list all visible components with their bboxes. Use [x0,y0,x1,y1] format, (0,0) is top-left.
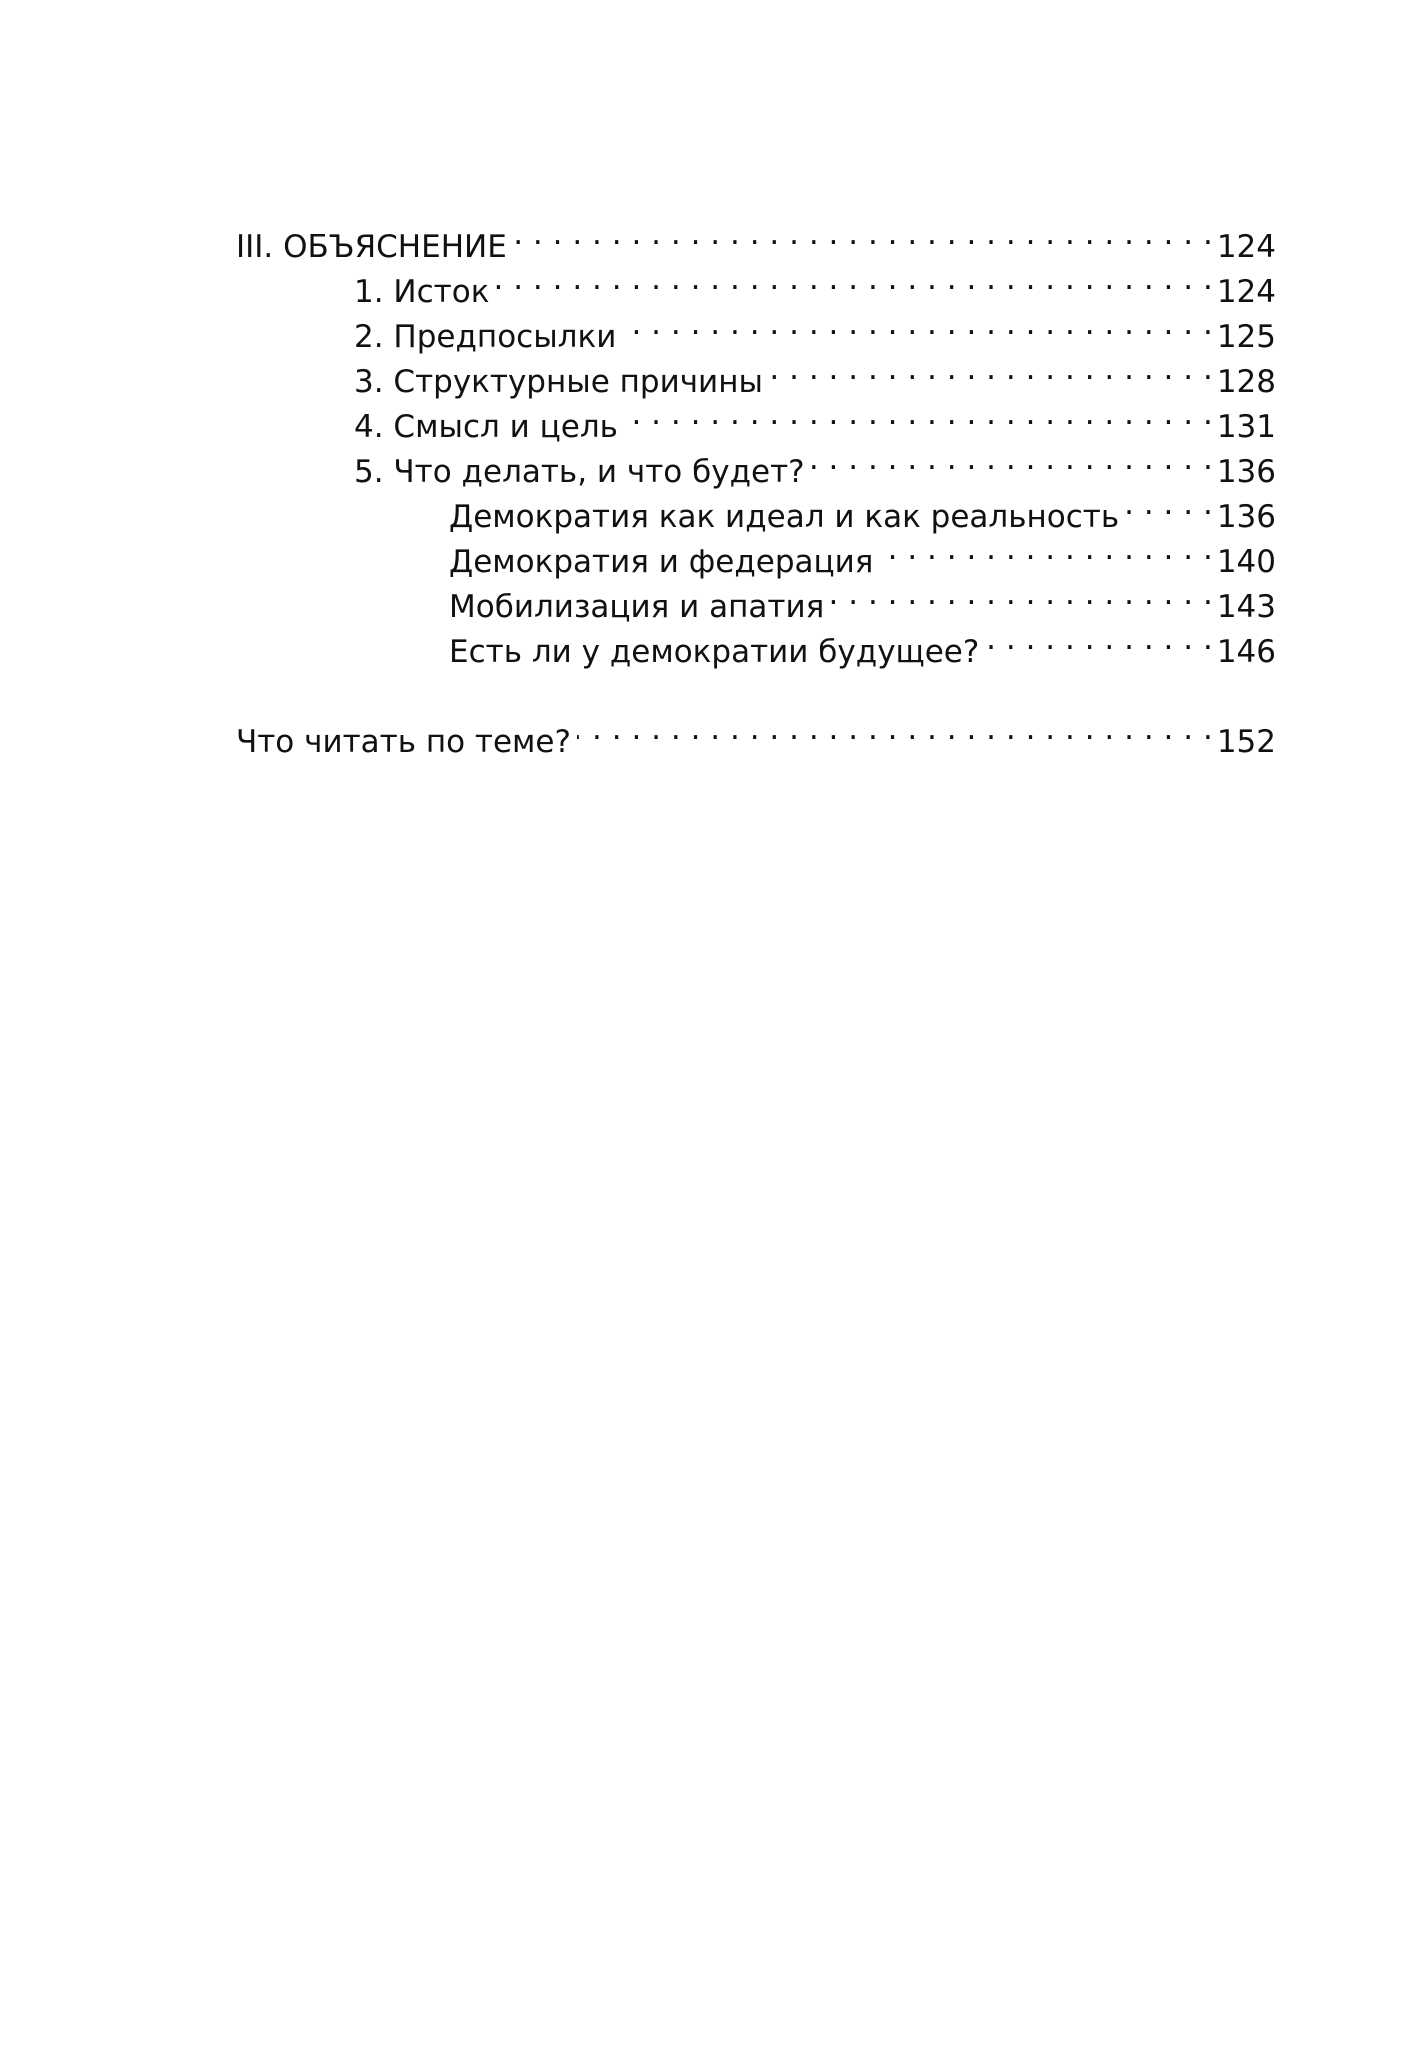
dot-leader [830,572,1213,617]
dot-leader [622,302,1212,347]
toc-entry-title: Есть ли у демократии будущее? [449,634,980,670]
toc-entry-reading[interactable] [236,707,1276,760]
toc-page-number: 146 [1216,634,1276,670]
toc-page-number: 128 [1216,364,1276,400]
toc-page-number: 152 [1216,724,1276,760]
toc-page-number: 143 [1216,589,1276,625]
toc-entry-title: Демократия и федерация [449,544,874,580]
dot-leader [1125,482,1213,527]
toc-entry-title: 5. Что делать, и что будет? [354,454,805,490]
toc-entry-title: Мобилизация и апатия [449,589,825,625]
toc-page-number: 124 [1216,274,1276,310]
toc-page-number: 136 [1216,499,1276,535]
toc-page-number: 131 [1216,409,1276,445]
dot-leader [495,257,1212,302]
toc-page-number: 140 [1216,544,1276,580]
dot-leader [985,617,1212,662]
toc-entry-section[interactable] [236,212,1276,265]
toc-entry-title: 3. Структурные причины [354,364,763,400]
toc-entry-title: Демократия как идеал и как реальность [449,499,1120,535]
dot-leader [879,527,1212,572]
toc-entry-title: 1. Исток [354,274,490,310]
dot-leader [513,212,1213,257]
dot-leader [769,347,1213,392]
toc-entry-title: 2. Предпосылки [354,319,617,355]
dot-leader [811,437,1213,482]
dot-leader [624,392,1213,437]
toc-page-number: 136 [1216,454,1276,490]
toc-page-number: 125 [1216,319,1276,355]
toc-page-number: 124 [1216,229,1276,265]
table-of-contents [236,212,1276,760]
dot-leader [577,707,1213,752]
toc-entry-title: III. ОБЪЯСНЕНИЕ [236,229,507,265]
toc-entry-title: Что читать по теме? [236,724,571,760]
toc-entry-title: 4. Смысл и цель [354,409,618,445]
